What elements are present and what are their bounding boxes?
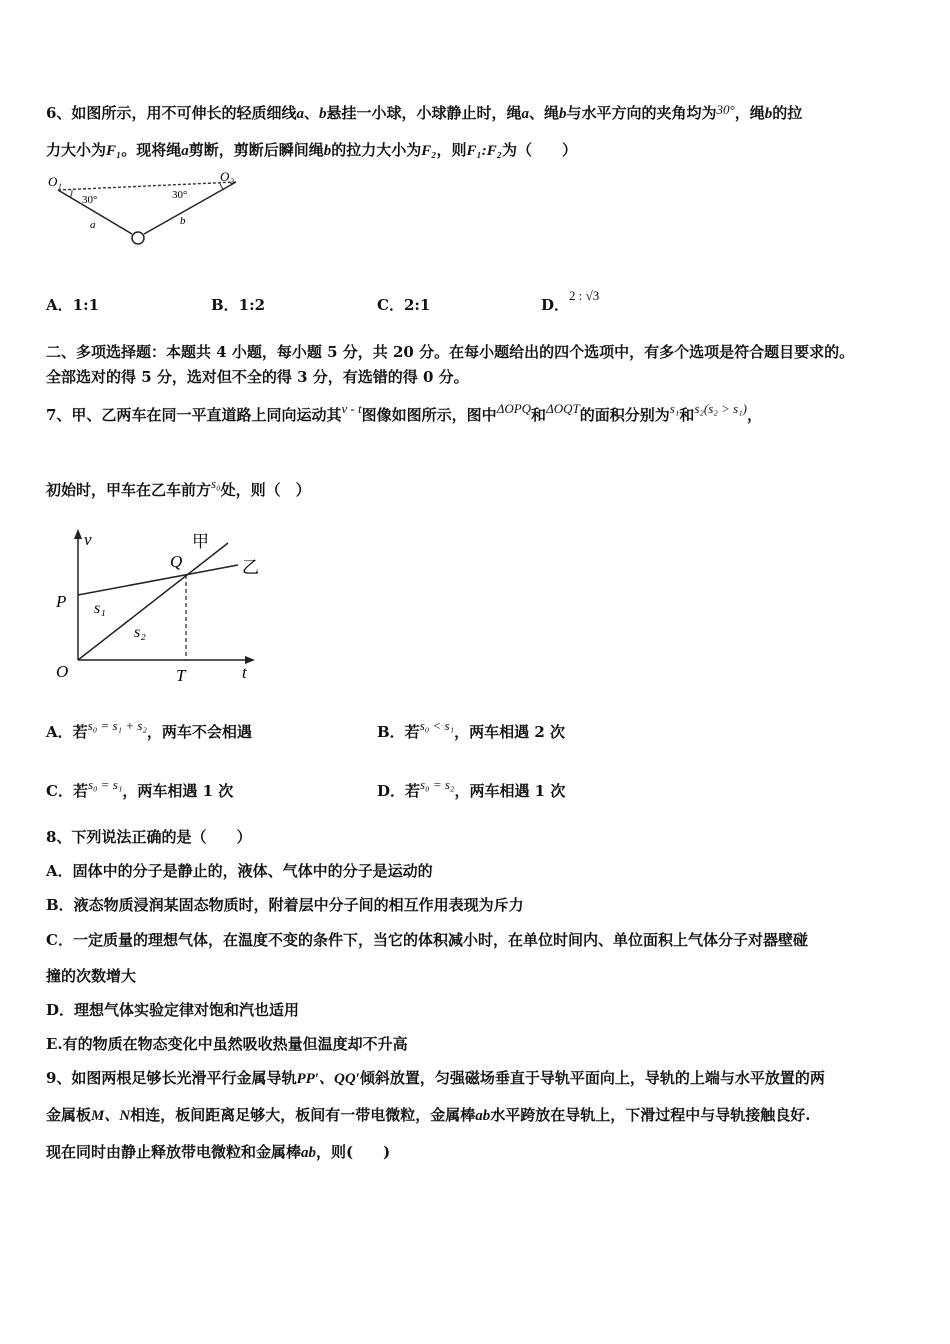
angle-left-label: 30°	[82, 194, 98, 206]
q8-option-c-cont: 撞的次数增大	[46, 967, 137, 985]
rope-a-label: a	[296, 106, 304, 122]
jia-label: 甲	[192, 532, 209, 551]
q8-stem: 8、下列说法正确的是（ ）	[46, 828, 252, 846]
t-label: t	[242, 663, 247, 682]
O1-label: O₁	[48, 174, 62, 189]
angle-arc-right	[220, 183, 224, 190]
yi-label: 乙	[242, 558, 259, 577]
q8-option-c[interactable]: C．一定质量的理想气体，在温度不变的条件下，当它的体积减小时，在单位时间内、单位面积上气体分子对器壁碰	[46, 931, 808, 949]
yi-line	[78, 565, 238, 595]
q6-option-b[interactable]: B．1:2	[211, 296, 266, 314]
q8-option-b[interactable]: B．液态物质浸润某固态物质时，附着层中分子间的相互作用表现为斥力	[46, 896, 524, 914]
angle-arc-left	[70, 190, 72, 198]
rope-b	[144, 182, 236, 234]
q6-stem-line1: 6、如图所示，用不可伸长的轻质细线a、b悬挂一小球，小球静止时，绳a、绳b与水平方向的夹角均为30°，绳b的拉	[46, 102, 803, 122]
T-label: T	[176, 666, 186, 685]
v-axis-arrow	[74, 529, 82, 539]
rope-b-label: b	[318, 106, 327, 122]
q6-figure	[44, 168, 254, 250]
q6-option-a[interactable]: A．1:1	[46, 296, 100, 314]
Q-label: Q	[170, 552, 183, 571]
section2-line1: 二、多项选择题：本题共 4 小题，每小题 5 分，共 20 分。在每小题给出的四个选项中，有多个选项是符合题目要求的。	[46, 343, 855, 361]
q7-option-d[interactable]: D．若s₀ = s₂，两车相遇 1 次	[377, 777, 566, 800]
q6-option-c[interactable]: C．2:1	[377, 296, 431, 314]
q9-stem-line2: 金属板M、N相连，板间距离足够大，板间有一带电微粒，金属棒ab水平跨放在导轨上，下滑过程中与导轨接触良好.	[46, 1106, 811, 1124]
option-d-math: 2 : √3	[569, 288, 600, 303]
q7-vt-graph	[50, 525, 280, 690]
q7-option-b[interactable]: B．若s₀ < s₁，两车相遇 2 次	[377, 718, 566, 741]
q8-option-a[interactable]: A．固体中的分子是静止的，液体、气体中的分子是运动的	[46, 862, 433, 880]
s2-label: s₂	[134, 624, 146, 641]
s1-label: s₁	[94, 600, 106, 617]
q6-stem-line2: 力大小为F₁。现将绳a剪断，剪断后瞬间绳b的拉力大小为F₂，则F₁:F₂为（ ）	[46, 141, 578, 159]
angle-right-label: 30°	[172, 189, 188, 201]
P-label: P	[56, 592, 67, 611]
q9-stem-line3: 现在同时由静止释放带电微粒和金属棒ab，则( )	[46, 1143, 391, 1161]
q8-option-d[interactable]: D．理想气体实验定律对饱和汽也适用	[46, 1001, 300, 1019]
O2-label: O₂	[220, 169, 234, 184]
rope-a-fig-label: a	[90, 219, 96, 231]
q8-option-e[interactable]: E.有的物质在物态变化中虽然吸收热量但温度却不升高	[46, 1035, 408, 1053]
angle-math: 30°	[716, 102, 735, 117]
v-label: v	[84, 530, 92, 549]
dashed-ceiling-line	[58, 182, 236, 190]
q9-stem-line1: 9、如图两根足够长光滑平行金属导轨PP′、QQ′倾斜放置，匀强磁场垂直于导轨平面向上，导轨的上端与水平放置的两	[46, 1069, 825, 1087]
q7-stem-line1: 7、甲、乙两车在同一平直道路上同向运动其v - t图像如图所示，图中ΔOPQ和ΔOQT的面积分别为s₁和s₂(s₂ > s₁)，	[46, 401, 763, 424]
q6-option-d[interactable]: D．2 : √3	[541, 288, 600, 314]
section2-line2: 全部选对的得 5 分，选对但不全的得 3 分，有选错的得 0 分。	[46, 368, 469, 386]
q7-option-c[interactable]: C．若s₀ = s₁，两车相遇 1 次	[46, 777, 234, 800]
q7-stem-line2: 初始时，甲车在乙车前方s₀处，则（ ）	[46, 476, 311, 499]
ball	[132, 232, 144, 244]
rope-b-fig-label: b	[180, 215, 186, 227]
q7-option-a[interactable]: A．若s₀ = s₁ + s₂，两车不会相遇	[46, 718, 252, 741]
O-label: O	[56, 662, 69, 681]
